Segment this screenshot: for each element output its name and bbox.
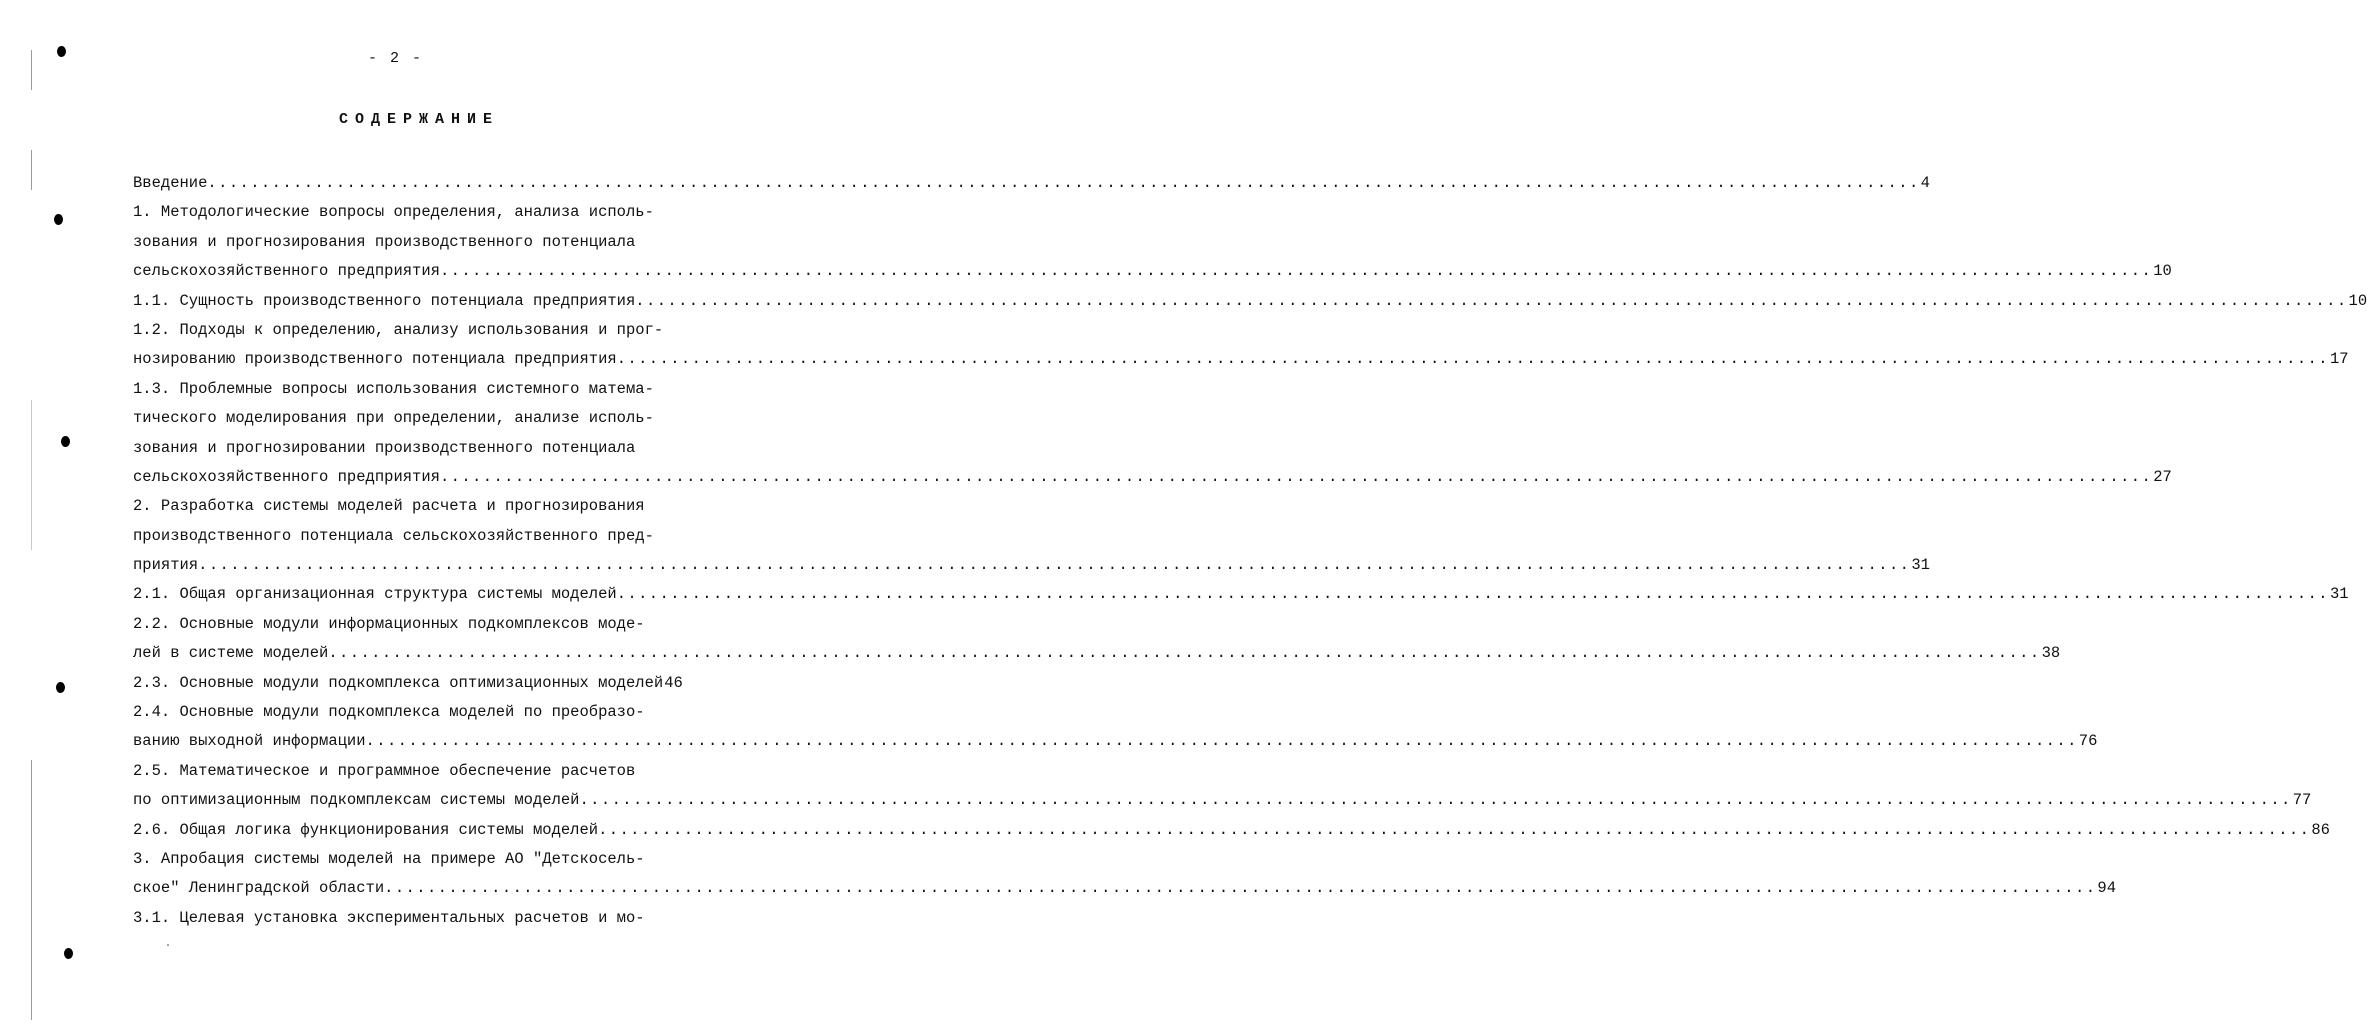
toc-entry-title: лей в системе моделей (133, 644, 329, 663)
toc-entry-line: 3.1. Целевая установка экспериментальных расчетов и мо- (133, 908, 645, 927)
toc-page-number: 27 (2153, 467, 2172, 486)
toc-dot-leader: ................................................................................................................................................................ (616, 585, 2329, 604)
toc-entry-title: нозированию производственного потенциала предприятия (133, 350, 617, 369)
toc-entry-line: тического моделирования при определении, анализе исполь- (133, 409, 654, 428)
binding-hole-dot (61, 436, 70, 447)
toc-dot-leader: ................................................................................................................................................................ (635, 291, 2348, 310)
binding-hole-dot (64, 948, 73, 959)
toc-entry-title: приятия (133, 556, 199, 575)
toc-entry-title: сельскохозяйственного предприятия (133, 262, 440, 281)
toc-entry-line: 2.4. Основные модули подкомплекса моделей по преобразо- (133, 703, 645, 722)
toc-entry-title: по оптимизационным подкомплексам системы моделей (133, 791, 580, 810)
toc-entry (133, 580, 2349, 609)
toc-entry (133, 845, 2117, 904)
toc-entry-line: зования и прогнозирования производственного потенциала (133, 232, 636, 251)
binding-hole-dot (54, 214, 63, 225)
toc-entry-title: 1.1. Сущность производственного потенциала предприятия (133, 291, 636, 310)
toc-entry-leader-line (133, 669, 683, 698)
toc-entry-title: 2.6. Общая логика функционирования системы моделей (133, 820, 599, 839)
toc-page-number: 76 (2078, 732, 2098, 751)
toc-dot-leader: ................................................................................................................................................................ (198, 556, 1911, 575)
toc-page-number: 31 (1911, 556, 1930, 575)
toc-entry (133, 757, 2312, 816)
toc-page-number: 46 (664, 673, 683, 692)
toc-entry (133, 492, 1930, 580)
toc-page-number: 86 (2311, 820, 2330, 839)
toc-entry-line: 2.5. Математическое и программное обеспечение расчетов (133, 761, 636, 780)
toc-entry-title: ванию выходной информации (133, 732, 366, 751)
toc-entry-leader-line (133, 345, 2349, 374)
page-number: - 2 - (367, 50, 423, 67)
toc-entry-line: 1.2. Подходы к определению, анализу использования и прог- (133, 320, 664, 339)
toc-entry-title: ское" Ленинградской области (133, 879, 385, 898)
toc-dot-leader: ................................................................................................................................................................ (598, 820, 2311, 839)
toc-dot-leader: ................................................................................................................................................................ (439, 262, 2153, 281)
toc-entry-leader-line (133, 463, 2172, 492)
scan-speck (167, 944, 169, 946)
toc-entry-leader-line (133, 287, 2367, 316)
toc-entry-line: 1.3. Проблемные вопросы использования системного матема- (133, 379, 654, 398)
toc-dot-leader: ................................................................................................................................................................ (328, 644, 2041, 663)
toc-dot-leader: ................................................................................................................................................................ (616, 350, 2329, 369)
toc-entry (133, 669, 683, 698)
toc-entry-line: 2.2. Основные модули информационных подкомплексов моде- (133, 614, 645, 633)
toc-page-number: 38 (2041, 644, 2061, 663)
toc-entry (133, 904, 674, 933)
scan-edge-line (31, 400, 32, 550)
toc-dot-leader: ................................................................................................................................................................ (579, 791, 2292, 810)
toc-page-number: 4 (1920, 174, 1930, 192)
toc-entry-leader-line (133, 816, 2330, 845)
toc-page-number: 10 (2348, 291, 2367, 310)
toc-dot-leader: ................................................................................................................................................................ (384, 879, 2097, 898)
binding-hole-dot (56, 682, 65, 693)
toc-entry (133, 375, 2172, 493)
toc-dot-leader: ................................................................................................................................................................ (365, 732, 2078, 751)
toc-dot-leader: ................................................................................................................................................................ (207, 174, 1920, 192)
toc-entry-leader-line (133, 580, 2349, 609)
toc-page-number: 94 (2097, 879, 2117, 898)
toc-entry-line: 1. Методологические вопросы определения, анализа исполь- (133, 203, 654, 222)
toc-page-number: 10 (2153, 262, 2172, 281)
toc-entry-line: 2. Разработка системы моделей расчета и прогнозирования (133, 497, 645, 516)
toc-entry (133, 316, 2349, 375)
toc-entry (133, 698, 2098, 757)
toc-page-number: 77 (2292, 791, 2312, 810)
toc-entry-line: производственного потенциала сельскохозяйственного пред- (133, 526, 654, 545)
toc-page-number: 17 (2329, 350, 2349, 369)
toc-entry-line: зования и прогнозировании производственного потенциала (133, 438, 636, 457)
page-title: СОДЕРЖАНИЕ (338, 111, 499, 128)
toc-entry (133, 610, 2061, 669)
toc-entry-leader-line (133, 727, 2098, 756)
toc-entry-leader-line (133, 786, 2312, 815)
toc-page-number: 31 (2329, 585, 2349, 604)
toc-entry-title: 2.1. Общая организационная структура системы моделей (133, 585, 617, 604)
toc-entry (133, 816, 2330, 845)
toc-entry-line: 3. Апробация системы моделей на примере АО "Детскосель- (133, 849, 645, 868)
toc-entry-leader-line (133, 874, 2117, 903)
toc-dot-leader: ................................................................................................................................................................ (439, 467, 2153, 486)
scan-edge-line (31, 150, 32, 190)
scan-edge-line (31, 760, 32, 1020)
toc-entry (133, 169, 1930, 198)
toc-entry-title: Введение (133, 174, 208, 192)
toc-entry-leader-line (133, 257, 2172, 286)
toc-entry-title: 2.3. Основные модули подкомплекса оптимизационных моделей (133, 673, 664, 692)
toc-entry-leader-line (133, 551, 1930, 580)
toc-entry (133, 287, 2367, 316)
table-of-contents (133, 169, 2367, 933)
toc-entry (133, 198, 2172, 286)
toc-entry-title: сельскохозяйственного предприятия (133, 467, 440, 486)
toc-entry-leader-line (133, 169, 1930, 198)
toc-entry-leader-line (133, 639, 2061, 668)
